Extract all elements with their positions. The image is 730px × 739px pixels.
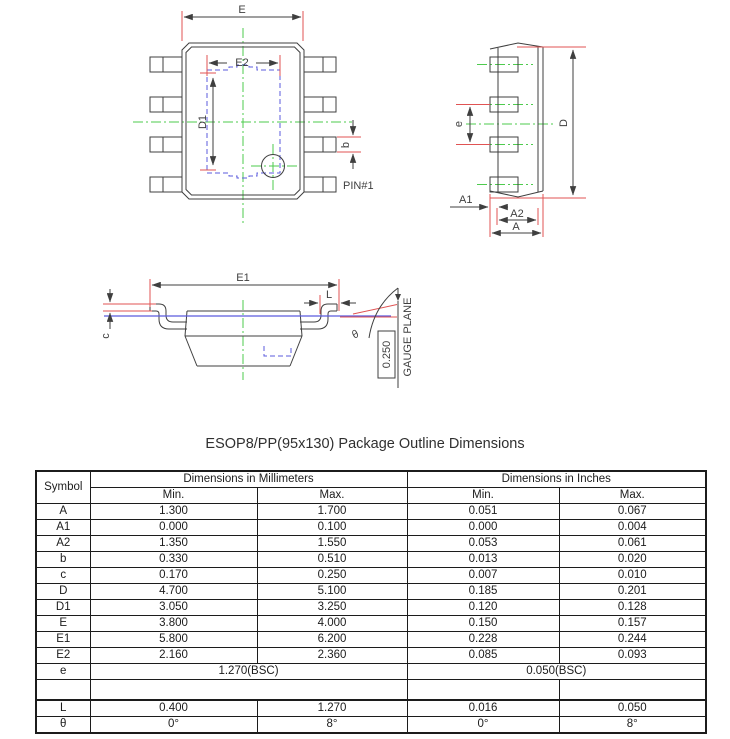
mm-max-cell: 1.270 (257, 700, 407, 717)
front-view (100, 272, 414, 388)
symbol-cell: D1 (36, 600, 90, 616)
dim-label-E1: E1 (236, 272, 250, 284)
pins-right (304, 57, 336, 192)
inch-max-cell: 0.157 (559, 616, 706, 632)
mm-max-cell: 8° (257, 717, 407, 734)
mm-max-cell: 1.550 (257, 536, 407, 552)
symbol-cell: D (36, 584, 90, 600)
table-row-spacer (36, 680, 706, 701)
dim-label-A2: A2 (510, 208, 524, 220)
symbol-cell (36, 680, 90, 701)
mm-min-cell: 0° (90, 717, 257, 734)
mm-bsc-cell: 1.270(BSC) (90, 664, 407, 680)
inch-max-cell: 0.128 (559, 600, 706, 616)
inch-min-cell: 0.053 (407, 536, 559, 552)
symbol-cell: E (36, 616, 90, 632)
symbol-cell: L (36, 700, 90, 717)
col-header-mm: Dimensions in Millimeters (90, 471, 407, 488)
mm-max-cell: 0.250 (257, 568, 407, 584)
pins-left (150, 57, 182, 192)
mm-min-cell: 3.050 (90, 600, 257, 616)
col-header-inch-max: Max. (559, 488, 706, 504)
symbol-cell: E1 (36, 632, 90, 648)
mm-min-cell: 3.800 (90, 616, 257, 632)
symbol-cell: A (36, 504, 90, 520)
inch-min-spacer-cell (407, 680, 559, 701)
inch-min-cell: 0.051 (407, 504, 559, 520)
pad-notch-outline (264, 346, 291, 356)
dim-label-D1: D1 (197, 114, 209, 130)
mm-spacer-cell (90, 680, 407, 701)
col-header-mm-min: Min. (90, 488, 257, 504)
symbol-cell: A2 (36, 536, 90, 552)
gauge-plane-label: GAUGE PLANE (402, 297, 414, 377)
table-row (36, 648, 706, 664)
table-row-e-bsc (36, 664, 706, 680)
symbol-cell: b (36, 552, 90, 568)
table-row (36, 568, 706, 584)
inch-max-cell: 0.004 (559, 520, 706, 536)
mm-min-cell: 5.800 (90, 632, 257, 648)
mm-max-cell: 5.100 (257, 584, 407, 600)
symbol-cell: E2 (36, 648, 90, 664)
inch-max-cell: 0.020 (559, 552, 706, 568)
table-row (36, 700, 706, 717)
dim-label-theta: θ (349, 328, 362, 342)
inch-max-cell: 0.244 (559, 632, 706, 648)
table-header-row (36, 471, 706, 488)
gauge-arrow (395, 294, 401, 301)
col-header-inch-min: Min. (407, 488, 559, 504)
inch-bsc-cell: 0.050(BSC) (407, 664, 706, 680)
dim-label-A1: A1 (459, 194, 473, 206)
side-view (450, 43, 586, 237)
mm-max-cell: 4.000 (257, 616, 407, 632)
col-header-inches: Dimensions in Inches (407, 471, 706, 488)
inch-min-cell: 0.000 (407, 520, 559, 536)
mm-max-cell: 0.100 (257, 520, 407, 536)
inch-max-cell: 0.201 (559, 584, 706, 600)
inch-max-cell: 0.061 (559, 536, 706, 552)
table-subheader-row (36, 488, 706, 504)
table-row (36, 616, 706, 632)
pin1-label: PIN#1 (343, 180, 374, 192)
inch-min-cell: 0.150 (407, 616, 559, 632)
dim-label-b: b (340, 141, 352, 149)
table-row (36, 717, 706, 734)
inch-max-cell: 0.067 (559, 504, 706, 520)
inch-min-cell: 0.120 (407, 600, 559, 616)
dimensions-table (35, 470, 707, 734)
inch-max-spacer-cell (559, 680, 706, 701)
top-view (133, 4, 374, 226)
dim-label-e: e (453, 120, 465, 128)
inch-max-cell: 0.093 (559, 648, 706, 664)
page-title: ESOP8/PP(95x130) Package Outline Dimensions (205, 436, 525, 452)
dim-label-A: A (512, 221, 520, 233)
table-row (36, 504, 706, 520)
mm-min-cell: 0.000 (90, 520, 257, 536)
symbol-cell: c (36, 568, 90, 584)
mm-min-cell: 0.170 (90, 568, 257, 584)
inch-min-cell: 0.013 (407, 552, 559, 568)
mm-min-cell: 2.160 (90, 648, 257, 664)
table-row (36, 536, 706, 552)
table-row (36, 600, 706, 616)
table-row (36, 584, 706, 600)
mm-min-cell: 1.300 (90, 504, 257, 520)
col-header-symbol: Symbol (36, 471, 90, 504)
inch-min-cell: 0.228 (407, 632, 559, 648)
inch-min-cell: 0.007 (407, 568, 559, 584)
mm-max-cell: 0.510 (257, 552, 407, 568)
symbol-cell: θ (36, 717, 90, 734)
gauge-value-label: 0.250 (381, 340, 393, 369)
inch-min-cell: 0.185 (407, 584, 559, 600)
inch-max-cell: 0.010 (559, 568, 706, 584)
mm-max-cell: 2.360 (257, 648, 407, 664)
mm-min-cell: 4.700 (90, 584, 257, 600)
dim-label-E2: E2 (235, 57, 249, 69)
dim-label-E: E (238, 4, 246, 16)
table-row (36, 520, 706, 536)
table-row (36, 552, 706, 568)
symbol-cell: A1 (36, 520, 90, 536)
col-header-mm-max: Max. (257, 488, 407, 504)
mm-min-cell: 0.400 (90, 700, 257, 717)
inch-max-cell: 8° (559, 717, 706, 734)
mm-min-cell: 1.350 (90, 536, 257, 552)
dim-label-L: L (325, 289, 333, 301)
table-row (36, 632, 706, 648)
dim-label-D: D (558, 119, 570, 127)
dim-label-c: c (100, 333, 112, 339)
inch-min-cell: 0.085 (407, 648, 559, 664)
mm-max-cell: 3.250 (257, 600, 407, 616)
inch-min-cell: 0.016 (407, 700, 559, 717)
mm-min-cell: 0.330 (90, 552, 257, 568)
inch-min-cell: 0° (407, 717, 559, 734)
inch-max-cell: 0.050 (559, 700, 706, 717)
mm-max-cell: 6.200 (257, 632, 407, 648)
symbol-cell: e (36, 664, 90, 680)
mm-max-cell: 1.700 (257, 504, 407, 520)
